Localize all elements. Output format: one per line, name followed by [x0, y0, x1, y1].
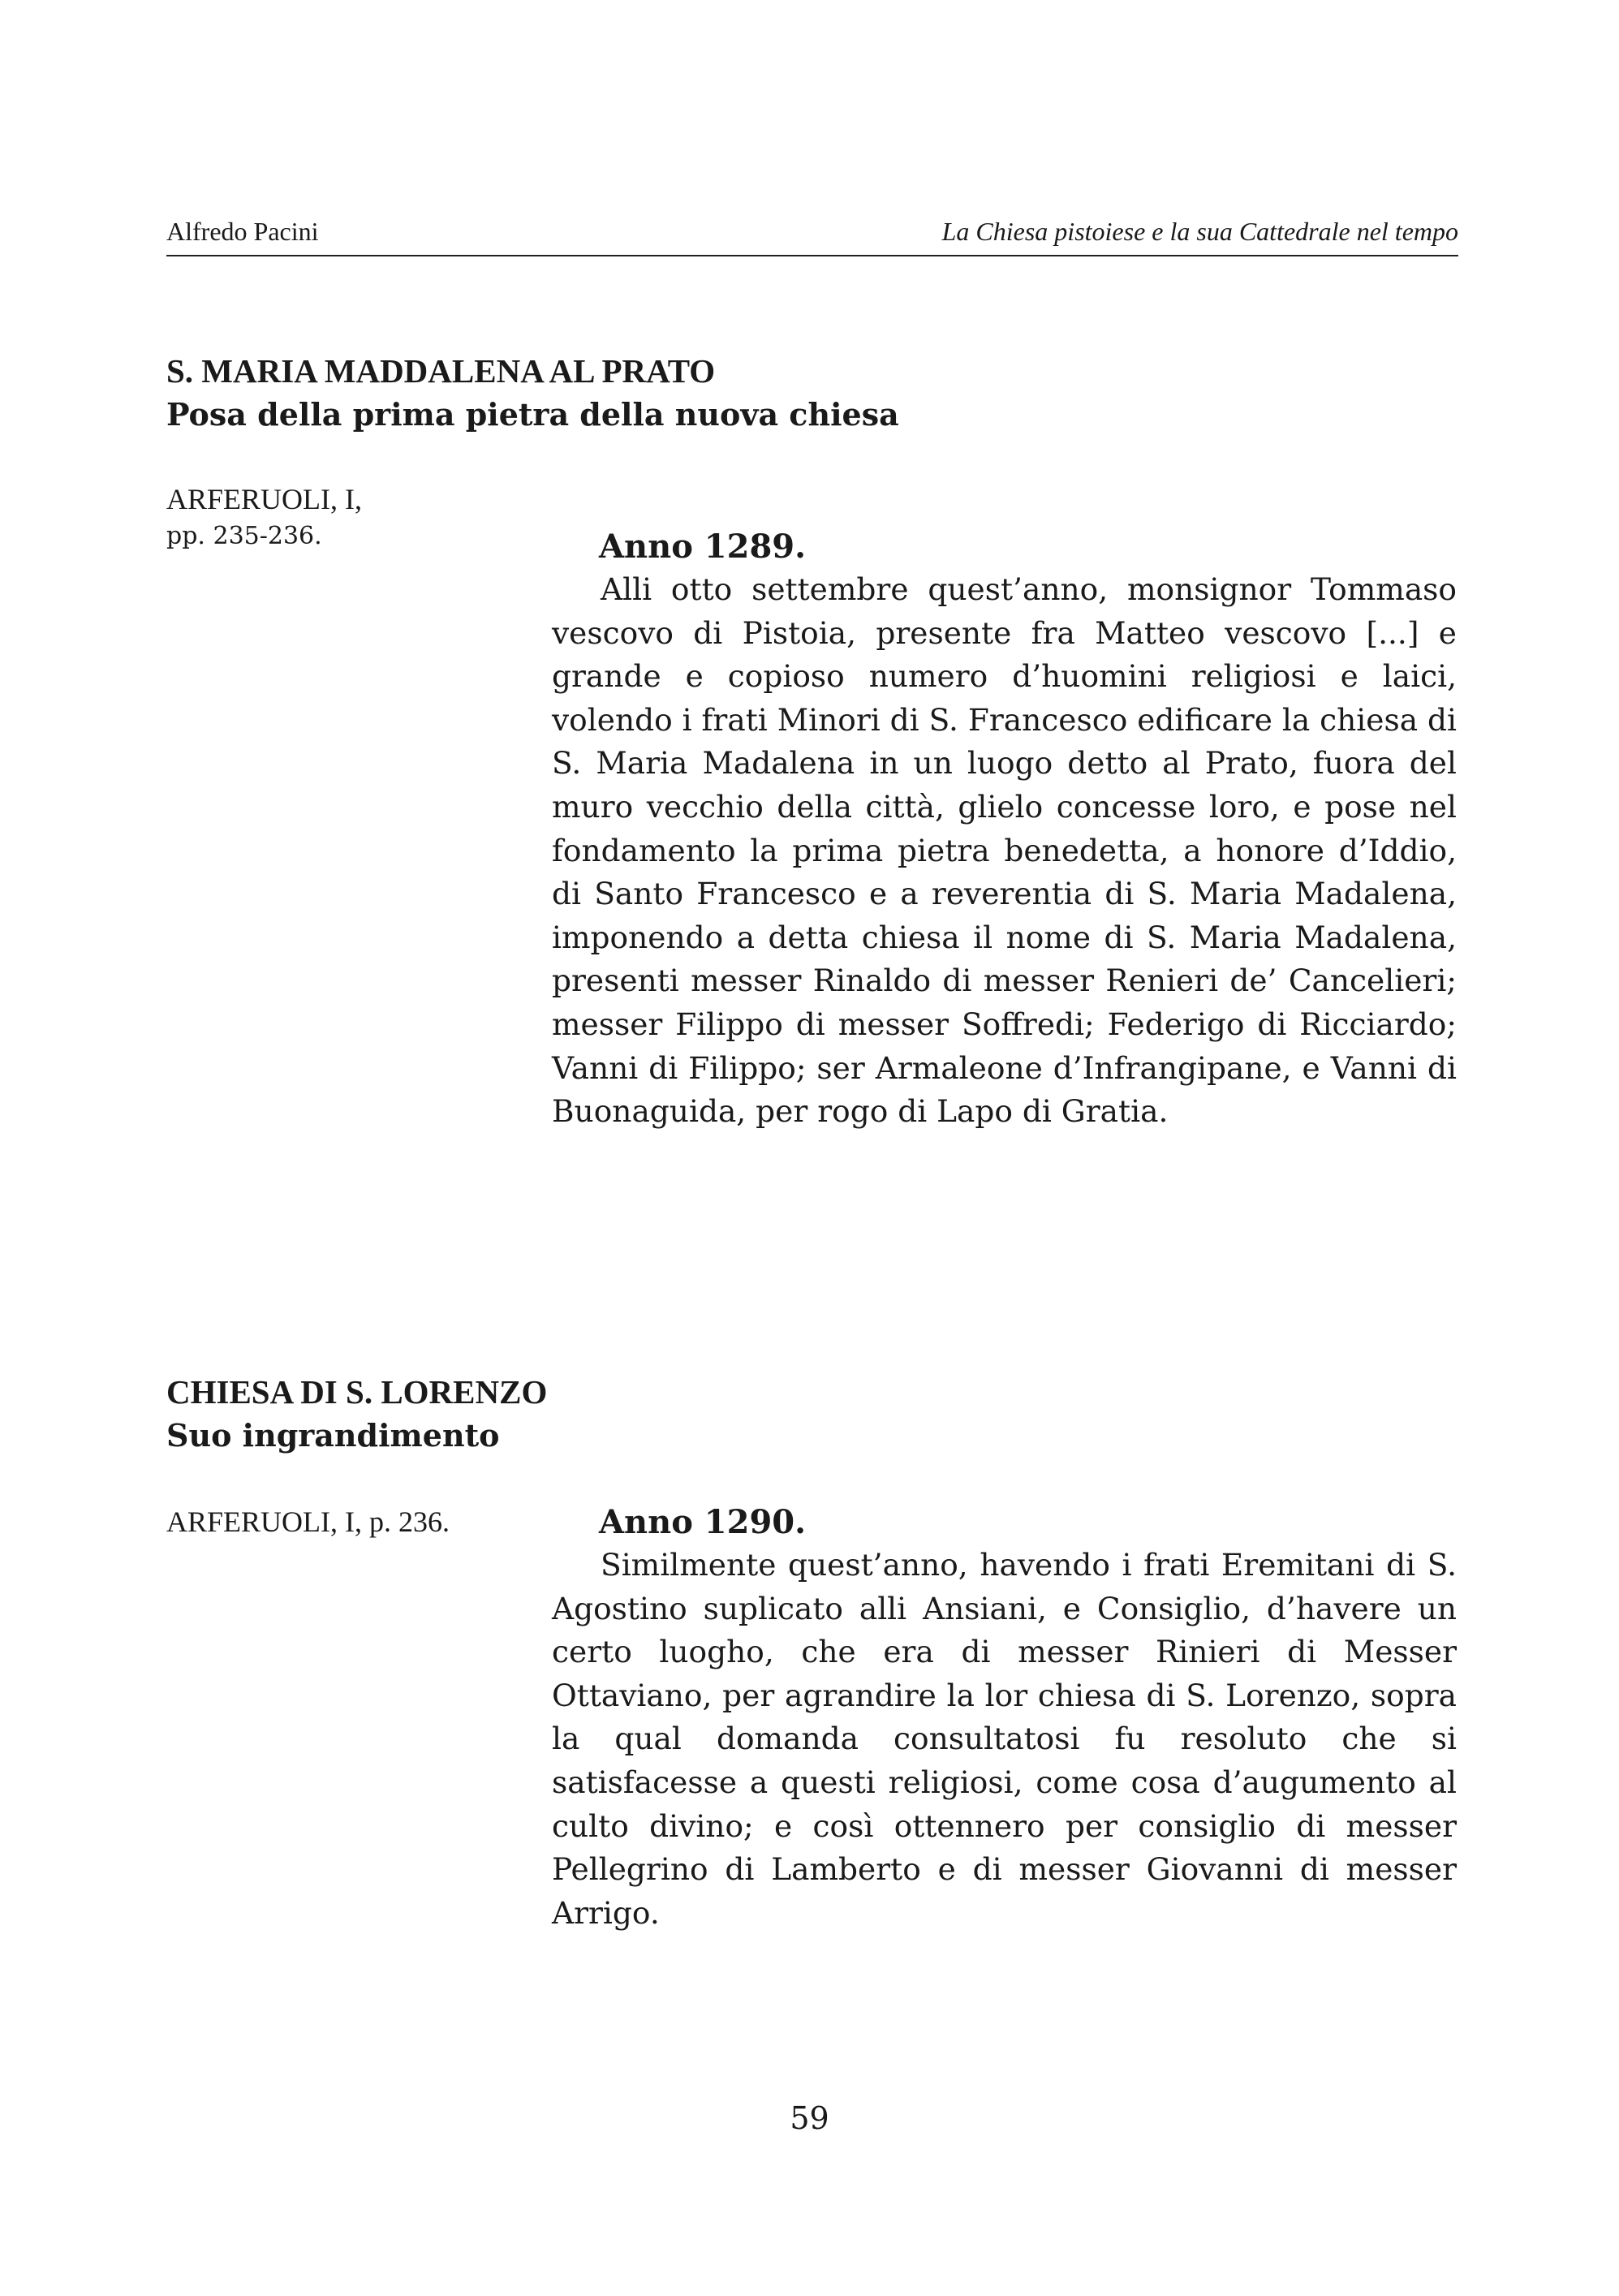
entry-year: Anno 1289.	[599, 528, 807, 566]
entry-text: Alli otto settembre quest’anno, monsignor Tommaso vescovo di Pistoia, presente fra Matteo vescovo [...] e grande e copioso numero d’huomini religiosi e laici, volendo i frati Minori di S. Francesco edificare la chiesa di S. Maria Madalena in un luogo detto al Prato, fuora del muro vecchio della città, glielo concesse loro, e pose nel fondamento la prima pietra benedetta, a honore d’Iddio, di Santo Francesco e a reverentia di S. Maria Madalena, imponendo a detta chiesa il nome di S. Maria Madalena, presenti messer Rinaldo di messer Renieri de’ Cancelieri; messer Filippo di messer Soffredi; Federigo di Ricciardo; Vanni di Filippo; ser Armaleone d’Infrangipane, e Vanni di Buonaguida, per rogo di Lapo di Gratia.	[552, 571, 1457, 1130]
section-title: S. MARIA MADDALENA AL PRATO	[166, 352, 716, 390]
entry-year: Anno 1290.	[599, 1503, 807, 1541]
header-book-title: La Chiesa pistoiese e la sua Cattedrale nel tempo	[941, 217, 1458, 246]
source-reference	[166, 1503, 450, 1540]
chronicle-entry	[552, 1501, 1457, 1935]
entry-text: Similmente quest’anno, havendo i frati Eremitani di S. Agostino suplicato alli Ansiani, e Consiglio, d’havere un certo luogho, che era di messer Rinieri di Messer Ottaviano, per agrandire la lor chiesa di S. Lorenzo, sopra la qual domanda consultatosi fu resoluto che si satisfacesse a questi religiosi, come cosa d’augumento al culto divino; e così ottennero per consiglio di messer Pellegrino di Lamberto e di messer Giovanni di messer Arrigo.	[552, 1547, 1457, 1931]
chronicle-entry	[552, 526, 1457, 1134]
section-subtitle: Posa della prima pietra della nuova chiesa	[166, 396, 899, 433]
section-heading	[166, 1370, 547, 1458]
source-pages: pp. 235-236.	[166, 522, 322, 550]
source-line: ARFERUOLI, I, p. 236.	[166, 1506, 450, 1538]
source-reference	[166, 480, 362, 555]
source-line: ARFERUOLI, I,	[166, 483, 362, 515]
section-heading	[166, 349, 899, 437]
section-title: CHIESA DI S. LORENZO	[166, 1373, 548, 1411]
running-header	[166, 209, 1458, 256]
header-author: Alfredo Pacini	[166, 217, 319, 246]
page-number: 59	[790, 2100, 829, 2136]
section-subtitle: Suo ingrandimento	[166, 1417, 500, 1454]
